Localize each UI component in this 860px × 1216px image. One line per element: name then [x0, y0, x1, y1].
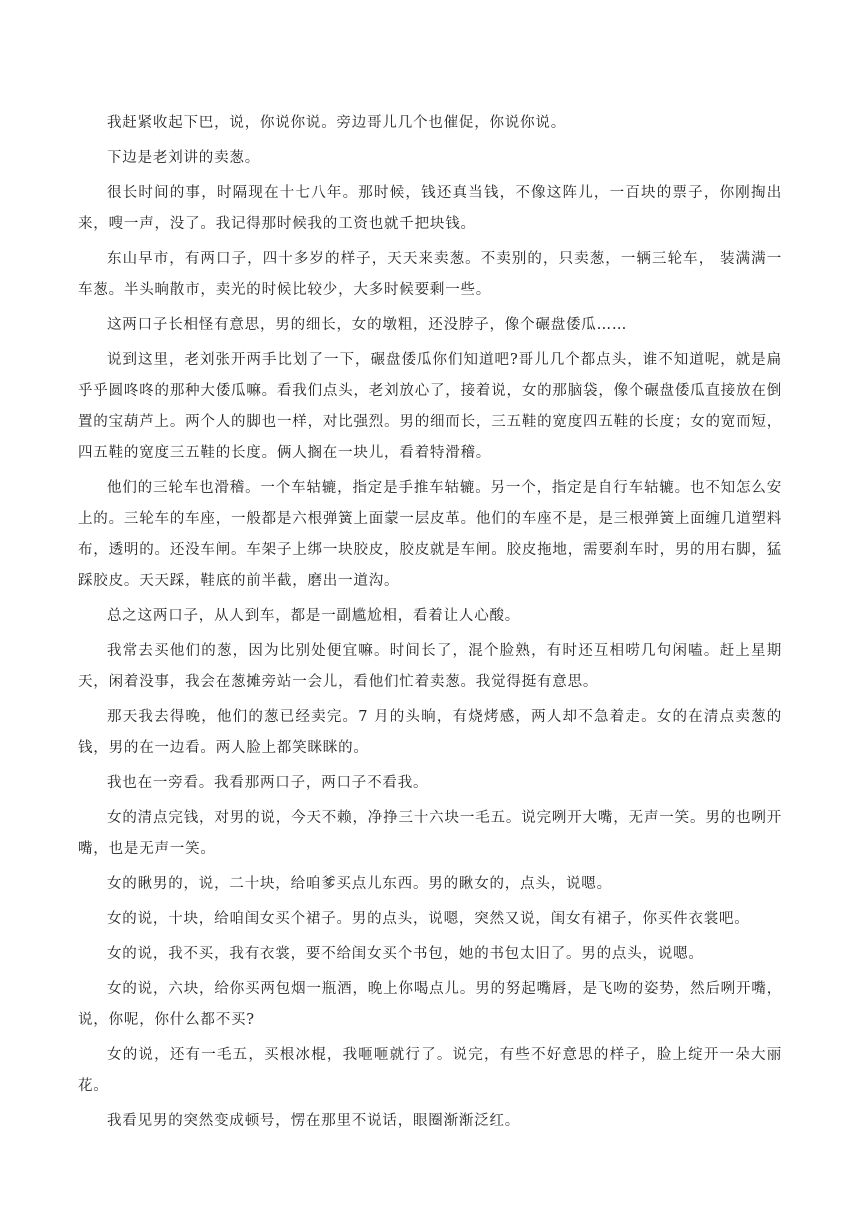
paragraph: 他们的三轮车也滑稽。一个车轱辘，指定是手推车轱辘。另一个，指定是自行车轱辘。也不知怎么安上的。三轮车的车座，一般都是六根弹簧上面蒙一层皮革。他们的车座不是，是三根弹簧上面缠几道塑料布，透明的。还没车闸。车架子上绑一块胶皮，胶皮就是车闸。胶皮拖地，需要刹车时，男的用右脚，猛踩胶皮。天天踩，鞋底的前半截，磨出一道沟。 [78, 480, 782, 589]
paragraph: 我看见男的突然变成顿号，愣在那里不说话，眼圈渐渐泛红。 [107, 1113, 521, 1129]
paragraph: 女的说，六块，给你买两包烟一瓶酒，晚上你喝点儿。男的努起嘴唇，是飞吻的姿势，然后咧开嘴，说，你呢，你什么都不买? [78, 981, 782, 1028]
paragraph: 那天我去得晚，他们的葱已经卖完。7 月的头晌，有烧烤感，两人却不急着走。女的在清点卖葱的钱，男的在一边看。两人脸上都笑眯眯的。 [78, 709, 782, 756]
paragraph: 东山早市，有两口子，四十多岁的样子，天天来卖葱。不卖别的，只卖葱，一辆三轮车， 装满满一车葱。半头晌散市，卖光的时候比较少，大多时候要剩一些。 [78, 251, 782, 298]
paragraph: 我赶紧收起下巴，说，你说你说。旁边哥儿几个也催促，你说你说。 [107, 115, 566, 131]
paragraph: 女的说，还有一毛五，买根冰棍，我咂咂就行了。说完，有些不好意思的样子，脸上绽开一朵大丽花。 [78, 1047, 782, 1094]
paragraph: 女的说，我不买，我有衣裳，要不给闺女买个书包，她的书包太旧了。男的点头，说嗯。 [107, 946, 704, 962]
paragraph: 我也在一旁看。我看那两口子，两口子不看我。 [107, 775, 429, 791]
paragraph: 这两口子长相怪有意思，男的细长，女的墩粗，还没脖子，像个碾盘倭瓜…… [107, 317, 628, 333]
paragraph: 女的瞅男的，说，二十块，给咱爹买点儿东西。男的瞅女的，点头，说嗯。 [107, 876, 612, 892]
paragraph: 女的说，十块，给咱闺女买个裙子。男的点头，说嗯，突然又说，闺女有裙子，你买件衣裳吧。 [107, 911, 750, 927]
paragraph: 很长时间的事，时隔现在十七八年。那时候，钱还真当钱，不像这阵儿，一百块的票子，你刚掏出来，嗖一声，没了。我记得那时候我的工资也就千把块钱。 [78, 185, 782, 232]
paragraph: 我常去买他们的葱，因为比别处便宜嘛。时间长了，混个脸熟，有时还互相唠几句闲嗑。赶上星期天，闲着没事，我会在葱摊旁站一会儿，看他们忙着卖葱。我觉得挺有意思。 [78, 643, 782, 690]
paragraph: 下边是老刘讲的卖葱。 [107, 150, 260, 166]
paragraph: 总之这两口子，从人到车，都是一副尴尬相，看着让人心酸。 [107, 608, 521, 624]
paragraph: 女的清点完钱，对男的说，今天不赖，净挣三十六块一毛五。说完咧开大嘴，无声一笑。男的也咧开嘴，也是无声一笑。 [78, 810, 782, 857]
paragraph: 说到这里，老刘张开两手比划了一下，碾盘倭瓜你们知道吧?哥儿几个都点头，谁不知道呢，就是扁乎乎圆咚咚的那种大倭瓜嘛。看我们点头，老刘放心了，接着说，女的那脑袋，像个碾盘倭瓜直接放在倒置的宝葫芦上。两个人的脚也一样，对比强烈。男的细而长，三五鞋的宽度四五鞋的长度；女的宽而短，四五鞋的宽度三五鞋的长度。俩人搁在一块儿，看着特滑稽。 [78, 352, 782, 461]
